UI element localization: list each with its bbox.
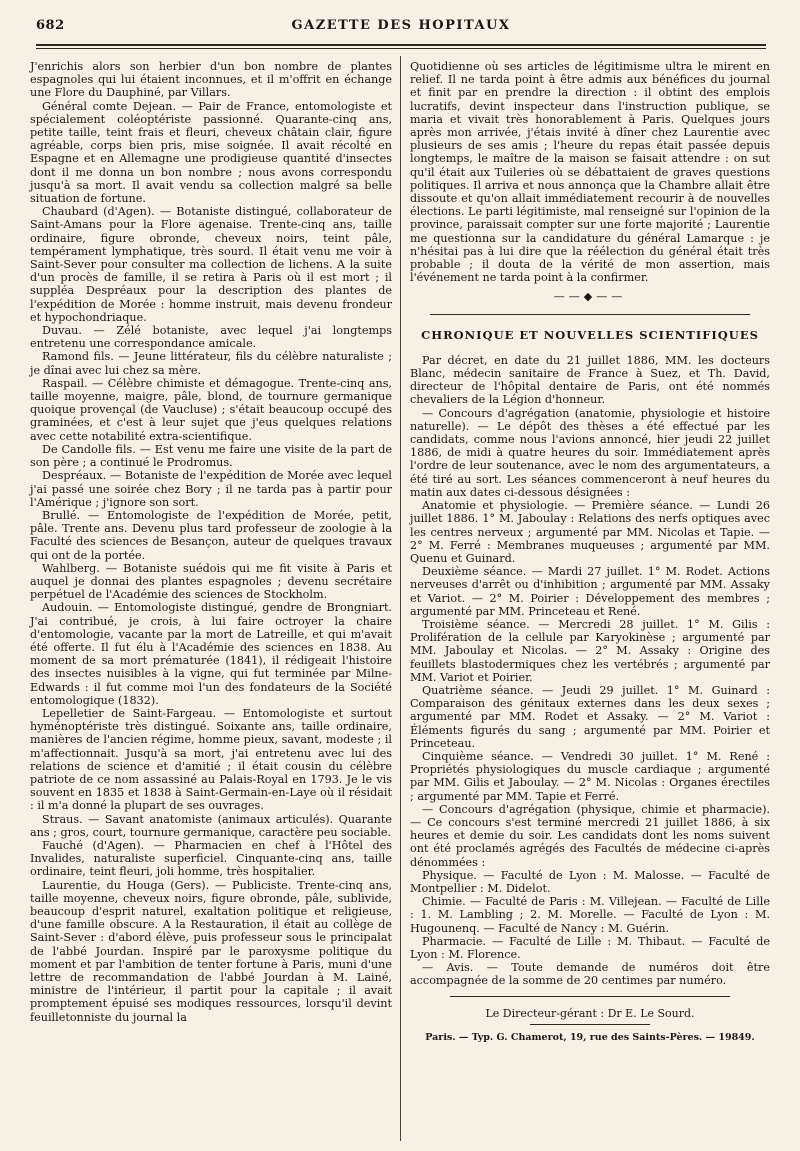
paragraph: Lepelletier de Saint-Fargeau. — Entomologiste et surtout hyménoptériste très distingué. Soixante ans, taille ordinaire, manières de l'ancien régime, homme pieux, savant, modeste ; il m'affectionnait. Jusqu'à sa mort, j'ai entretenu avec lui des relations de science et d'amitié ; il était cousin du célèbre patriote de ce nom assassiné au Palais-Royal en 1793. Je le vis souvent en 1835 et 1838 à Saint-Germain-en-Laye où il résidait : il m'a donné la plupart de ses ouvrages.: [30, 706, 392, 813]
header-rule-thin: [36, 48, 766, 49]
footer-rule: [450, 996, 730, 997]
paragraph: De Candolle fils. — Est venu me faire une visite de la part de son père ; a continué le Prodromus.: [30, 442, 392, 470]
signature: Le Directeur-gérant : Dr E. Le Sourd.: [485, 1006, 695, 1020]
paragraph: Audouin. — Entomologiste distingué, gendre de Brongniart. J'ai contribué, je crois, à lui faire octroyer la chaire d'entomologie, vacante par la mort de Latreille, et qui m'avait été offerte. Il fut élu à l'Académie des sciences en 1838. Au moment de sa mort prématurée (1841), il rédigeait l'histoire des insectes nuisibles à la vigne, qui fut terminée par Milne-Edwards : il fut comme moi l'un des fondateurs de la Société entomologique (1832).: [30, 601, 392, 707]
paragraph: Duvau. — Zélé botaniste, avec lequel j'ai longtemps entretenu une correspondance amicale.: [30, 324, 392, 351]
column-divider: [400, 56, 401, 1141]
journal-title: GAZETTE DES HOPITAUX: [291, 18, 511, 33]
paragraph: Chaubard (d'Agen). — Botaniste distingué, collaborateur de Saint-Amans pour la Flore agenaise. Trente-cinq ans, taille ordinaire, figure obronde, cheveux noirs, teint pâle, tempérament lymphatique, très sourd. Il était venu me voir à Saint-Sever pour consulter ma collection de lichens. A la suite d'un procès de famille, il se retira à Paris où il est mort ; il suppléa Despréaux pour la description des plantes de l'expédition de Morée : homme instruit, mais devenu frondeur et hypochondriaque.: [30, 205, 392, 324]
left-column: [30, 60, 392, 1024]
page-header: [36, 18, 766, 40]
section-rule: [430, 314, 750, 315]
paragraph: Laurentie, du Houga (Gers). — Publiciste. Trente-cinq ans, taille moyenne, cheveux noirs, figure obronde, pâle, sublivide, beaucoup d'esprit naturel, exaltation politique et religieuse, d'une famille obscure. A la Restauration, il était au collège de Saint-Sever : d'abord élève, puis professeur sous le principalat de l'abbé Jourdan. Inspiré par le paroxysme politique du moment et par l'ambition de tenter fortune à Paris, muni d'une lettre de recommandation de l'abbé Jourdan à M. Lainé, ministre de l'intérieur, il partit pour la capitale ; il avait promptement épuisé ses modiques ressources, lorsqu'il devint feuilletonniste du journal la: [30, 878, 392, 1024]
news-paragraph: Cinquième séance. — Vendredi 30 juillet. 1° M. René : Propriétés physiologiques du muscle cardiaque ; argumenté par MM. Gilis et Jaboulay. — 2° M. Nicolas : Organes érectiles ; argumenté par MM. Tapie et Ferré.: [410, 749, 770, 803]
ornament-separator: ——◆——: [553, 290, 627, 304]
news-paragraph: — Concours d'agrégation (physique, chimie et pharmacie). — Ce concours s'est terminé mercredi 21 juillet 1886, à six heures et demie du soir. Les candidats dont les noms suivent ont été proclamés agrégés des Facultés de médecine ci-après dénommées :: [410, 802, 770, 869]
news-paragraph: Anatomie et physiologie. — Première séance. — Lundi 26 juillet 1886. 1° M. Jaboulay : Relations des nerfs optiques avec les centres nerveux ; argumenté par MM. Nicolas et Tapie. — 2° M. Ferré : Membranes muqueuses ; argumenté par MM. Quenu et Guinard.: [410, 499, 770, 565]
paragraph: Fauché (d'Agen). — Pharmacien en chef à l'Hôtel des Invalides, naturaliste superficiel. Cinquante-cinq ans, taille ordinaire, teint fleuri, joli homme, très hospitalier.: [30, 838, 392, 879]
paragraph: J'enrichis alors son herbier d'un bon nombre de plantes espagnoles qui lui étaient inconnues, et il m'offrit en échange une Flore du Dauphiné, par Villars.: [30, 60, 392, 100]
paragraph: Général comte Dejean. — Pair de France, entomologiste et spécialement coléoptériste passionné. Quarante-cinq ans, petite taille, teint frais et fleuri, cheveux châtain clair, figure agréable, corps bien pris, mise soignée. Il avait récolté en Espagne et en Allemagne une prodigieuse quantité d'insectes dont il me donna un bon nombre ; nous avons correspondu jusqu'à sa mort. Il avait vendu sa collection malgré sa belle situation de fortune.: [30, 99, 392, 206]
news-paragraph: Pharmacie. — Faculté de Lille : M. Thibaut. — Faculté de Lyon : M. Florence.: [410, 934, 770, 961]
section-title: CHRONIQUE ET NOUVELLES SCIENTIFIQUES: [421, 327, 759, 342]
news-paragraph: Deuxième séance. — Mardi 27 juillet. 1° M. Rodet. Actions nerveuses d'arrêt ou d'inhibition ; argumenté par MM. Assaky et Variot. — 2° M. Poirier : Développement des membres ; argumenté par MM. Princeteau et René.: [410, 565, 770, 618]
paragraph: Raspail. — Célèbre chimiste et démagogue. Trente-cinq ans, taille moyenne, maigre, pâle, blond, de tournure germanique quoique provençal (de Vaucluse) ; s'était beaucoup occupé des graminées, et c'est à leur sujet que j'eus quelques relations avec cette notabilité extra-scientifique.: [30, 376, 392, 443]
paragraph: Brullé. — Entomologiste de l'expédition de Morée, petit, pâle. Trente ans. Devenu plus tard professeur de zoologie à la Faculté des sciences de Besançon, auteur de quelques travaux qui ont de la portée.: [30, 508, 392, 562]
printer-line: Paris. — Typ. G. Chamerot, 19, rue des Saints-Pères. — 19849.: [425, 1031, 755, 1043]
news-paragraph: Physique. — Faculté de Lyon : M. Malosse. — Faculté de Montpellier : M. Didelot.: [410, 868, 770, 895]
page-number: 682: [36, 18, 65, 33]
footer-rule-short: [530, 1024, 650, 1025]
paragraph: Wahlberg. — Botaniste suédois qui me fit visite à Paris et auquel je donnai des plantes espagnoles ; devenu secrétaire perpétuel de l'Académie des sciences de Stockholm.: [30, 561, 392, 602]
news-paragraph: Chimie. — Faculté de Paris : M. Villejean. — Faculté de Lille : 1. M. Lambling ; 2. M. Morelle. — Faculté de Lyon : M. Hugounenq. — Faculté de Nancy : M. Guérin.: [410, 895, 770, 935]
news-paragraph: — Avis. — Toute demande de numéros doit être accompagnée de la somme de 20 centimes par numéro.: [410, 961, 770, 988]
paragraph: Despréaux. — Botaniste de l'expédition de Morée avec lequel j'ai passé une soirée chez Bory ; il ne tarda pas à partir pour l'Amérique ; j'ignore son sort.: [30, 469, 392, 509]
news-paragraph: Quatrième séance. — Jeudi 29 juillet. 1° M. Guinard : Comparaison des génitaux externes dans les deux sexes ; argumenté par MM. Rodet et Assaky. — 2° M. Variot : Éléments figurés du sang ; argumenté par MM. Poirier et Princeteau.: [410, 683, 770, 750]
news-paragraph: Par décret, en date du 21 juillet 1886, MM. les docteurs Blanc, médecin sanitaire de France à Suez, et Th. David, directeur de l'hôpital dentaire de Paris, ont été nommés chevaliers de la Légion d'honneur.: [410, 353, 770, 407]
news-paragraph: — Concours d'agrégation (anatomie, physiologie et histoire naturelle). — Le dépôt des thèses a été effectué par les candidats, comme nous l'avions annoncé, hier jeudi 22 juillet 1886, de midi à quatre heures du soir. Immédiatement après l'ordre de leur soutenance, avec le nom des argumentateurs, a été tiré au sort. Les séances commenceront à neuf heures du matin aux dates ci-dessous désignées :: [410, 406, 770, 499]
header-rule: [36, 44, 766, 46]
news-paragraph: Troisième séance. — Mercredi 28 juillet. 1° M. Gilis : Prolifération de la cellule par Karyokinèse ; argumenté par MM. Jaboulay et Nicolas. — 2° M. Assaky : Origine des feuillets blastodermiques chez les vertébrés ; argumenté par MM. Variot et Poirier.: [410, 617, 770, 684]
right-column: [410, 60, 770, 1044]
paragraph: Quotidienne où ses articles de légitimisme ultra le mirent en relief. Il ne tarda point à être admis aux bénéfices du journal et finit par en prendre la direction : il obtint des emplois lucratifs, devint inspecteur dans l'instruction publique, se maria et vivait très honorablement à Paris. Quelques jours après mon arrivée, j'étais invité à dîner chez Laurentie avec plusieurs de ses amis ; l'heure du repas était passée depuis longtemps, le maître de la maison se faisait attendre : on sut qu'il était aux Tuileries où se débattaient de graves questions politiques. Il arriva et nous annonça que la Chambre allait être dissoute et qu'on allait immédiatement recourir à de nouvelles élections. Le parti légitimiste, mal renseigné sur l'opinion de la province, paraissait compter sur une forte majorité ; Laurentie me questionna sur la candidature du général Lamarque : je n'hésitai pas à lui dire que la réélection du général était très probable ; il douta de la vérité de mon assertion, mais l'événement ne tarda point à la confirmer.: [410, 60, 770, 285]
paragraph: Straus. — Savant anatomiste (animaux articulés). Quarante ans ; gros, court, tournure germanique, caractère peu sociable.: [30, 812, 392, 839]
paragraph: Ramond fils. — Jeune littérateur, fils du célèbre naturaliste ; je dînai avec lui chez sa mère.: [30, 350, 392, 377]
